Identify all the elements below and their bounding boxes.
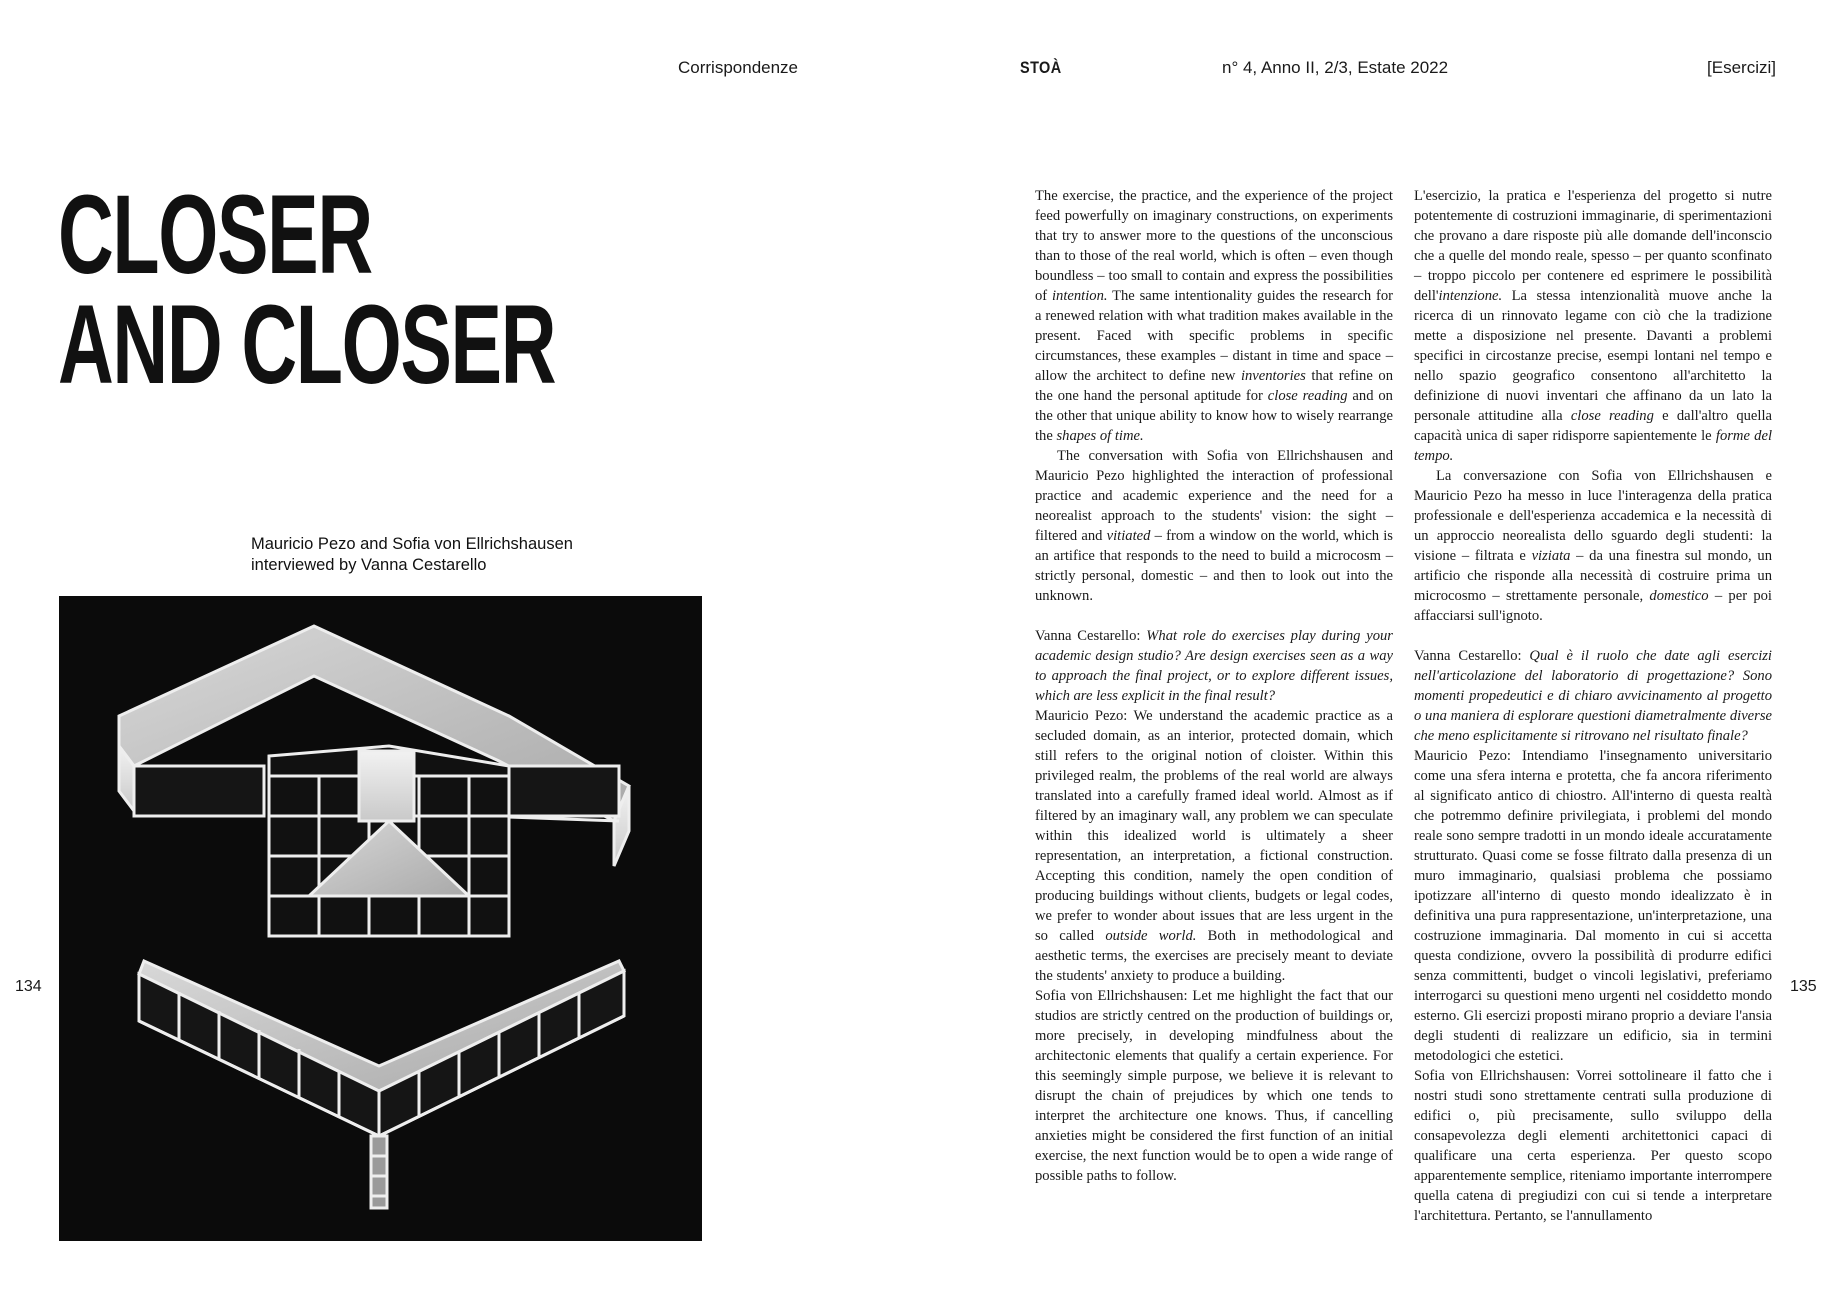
magazine-name: STOÀ	[1020, 58, 1062, 77]
italian-answer-pezo	[1414, 746, 1772, 1066]
emphasized-text: intention.	[1051, 288, 1108, 304]
italian-question-speaker: Vanna Cestarello:	[1414, 648, 1530, 664]
emphasized-text: shapes of time.	[1056, 428, 1144, 444]
text-run: The exercise, the practice, and the experience of the project feed powerfully on imaginary constructions, on experiments that try to answer more to the questions of the unconscious than to those of the real world, which is often – even though boundless – too small to contain and express the possibilities of	[1035, 188, 1393, 304]
text-run: – da una finestra sul mondo, un artificio che risponde alla necessità di costruire prima un microcosmo – strettamente personale,	[1414, 548, 1772, 604]
header-section-label: Corrispondenze	[678, 58, 799, 77]
english-answer-ellrichshausen	[1035, 986, 1393, 1186]
text-run: Sofia von Ellrichshausen: Let me highlight the fact that our studios are strictly centred on the production of buildings or, more precisely, in developing mindfulness about the architectonic elements that qualify a certain experience. For this seemingly simple purpose, we believe it is relevant to disrupt the chain of prejudices by which one tends to interpret the architecture one knows. Thus, if cancelling anxieties might be considered the first function of an initial exercise, the next function would be to open a wide range of possible paths to follow.	[1035, 988, 1393, 1184]
architectural-drawing	[59, 596, 702, 1241]
text-run: e dall'altro quella capacità unica di saper ridisporre sapientemente le	[1414, 408, 1772, 444]
text-run: that refine on the one hand the personal aptitude for	[1035, 368, 1393, 404]
text-run: and on the other that unique ability to know how to wisely rearrange the	[1035, 388, 1393, 444]
title-line-1: CLOSER	[58, 172, 372, 297]
text-run: Mauricio Pezo: We understand the academic practice as a secluded domain, as an interior, protected domain, which still refers to the original notion of cloister. Within this privileged realm, the problems of the real world are always translated into a carefully framed ideal world. Almost as if filtered by an imaginary wall, any problem we can speculate within this idealized world is ultimately a sheer representation, an interpretation, a fictional construction. Accepting this condition, namely the open condition of producing buildings without clients, budgets or legal codes, we prefer to wonder about issues that are less urgent in the so called	[1035, 708, 1393, 944]
drawing-illustration	[59, 596, 702, 1241]
page-number-left: 134	[15, 978, 42, 995]
text-run: La conversazione con Sofia von Ellrichshausen e Mauricio Pezo ha messo in luce l'interagenza della pratica professionale e dell'esperienza accademica e la necessità di un approccio neorealista dello sguardo degli studenti: la visione – filtrata e	[1414, 468, 1772, 564]
emphasized-text: viziata	[1531, 548, 1571, 564]
text-run: Both in methodological and aesthetic terms, the exercises are precisely meant to deviate the students' anxiety to produce a building.	[1035, 928, 1394, 984]
emphasized-text: forme del tempo.	[1414, 428, 1772, 464]
italian-text-column	[1414, 186, 1772, 1226]
emphasized-text: outside world.	[1105, 928, 1197, 944]
emphasized-text: vitiated	[1106, 528, 1151, 544]
text-run: The same intentionality guides the research for a renewed relation with what tradition makes available in the present. Faced with specific problems in specific circumstances, these examples – distant in time and space – allow the architect to define new	[1035, 288, 1394, 384]
byline-line-2: interviewed by Vanna Cestarello	[251, 556, 487, 574]
text-run: Mauricio Pezo: Intendiamo l'insegnamento universitario come una sfera interna e protetta, che fa ancora riferimento al significato antico di chiostro. All'interno di questa realtà che potremmo definire privilegiata, i problemi del mondo reale sono sempre tradotti in un mondo ideale accuratamente strutturato. Quasi come se fosse filtrato dalla presenza di un muro immaginario, qualsiasi problema che possiamo ipotizzare all'interno di questo mondo idealizzato è in definitiva una pura rappresentazione, un'interpretazione, una costruzione immaginaria. Dal momento in cui si accetta questa condizione, ovvero la possibilità di produrre edifici senza committenti, budget o vincoli legislativi, preferiamo interrogarci su questioni meno urgenti nel cosiddetto mondo esterno. Gli esercizi proposti mirano proprio a deviare l'ansia degli studenti di realizzare un edificio, sia in termini metodologici che estetici.	[1414, 748, 1772, 1064]
english-answer-pezo	[1035, 706, 1393, 986]
italian-answer-ellrichshausen	[1414, 1066, 1772, 1226]
byline-line-1: Mauricio Pezo and Sofia von Ellrichshausen	[251, 535, 573, 553]
english-question-1	[1035, 626, 1393, 706]
text-run: – from a window on the world, which is an artifice that responds to the need to build a microcosm – strictly personal, domestic – and then to look out into the unknown.	[1035, 528, 1393, 604]
article-title	[58, 172, 556, 407]
italian-intro-paragraph-2	[1414, 466, 1772, 626]
emphasized-text: domestico	[1649, 588, 1709, 604]
byline	[251, 534, 573, 576]
english-text-column	[1035, 186, 1393, 1186]
english-intro-paragraph-1	[1035, 186, 1393, 446]
text-run: L'esercizio, la pratica e l'esperienza del progetto si nutre potentemente di costruzioni immaginarie, di sperimentazioni che provano a dare risposte più alle domande dell'inconscio che a quelle del mondo reale, spesso – per quanto sconfinato – troppo piccolo per contenere ed esprimere le possibilità dell'	[1414, 188, 1772, 304]
text-run: Sofia von Ellrichshausen: Vorrei sottolineare il fatto che i nostri studi sono strettamente centrati sulla produzione di edifici o, più precisamente, sullo sviluppo della consapevolezza degli elementi architettonici capaci di qualificare una certa esperienza. Per questo scopo apparentemente semplice, riteniamo importante interrompere quella catena di pregiudizi con cui si tende a interpretare l'architettura. Pertanto, se l'annullamento	[1414, 1068, 1772, 1224]
text-run: – per poi affacciarsi sull'ignoto.	[1414, 588, 1772, 624]
lower-structure	[139, 961, 624, 1208]
text-run: The conversation with Sofia von Ellrichshausen and Mauricio Pezo highlighted the interaction of professional practice and academic experience and the need for a neorealist approach to the students' vision: the sight – filtered and	[1035, 448, 1393, 544]
title-line-2: AND CLOSER	[58, 282, 556, 407]
english-question-speaker: Vanna Cestarello:	[1035, 628, 1147, 644]
emphasized-text: intenzione.	[1438, 288, 1503, 304]
emphasized-text: close reading	[1570, 408, 1654, 424]
issue-label: n° 4, Anno II, 2/3, Estate 2022	[1222, 58, 1449, 77]
emphasized-text: inventories	[1240, 368, 1306, 384]
italian-question-text: Qual è il ruolo che date agli esercizi nell'articolazione del laboratorio di progettazione? Sono momenti propedeutici e di chiaro avvicinamento al progetto o una maniera di esplorare questioni diametralmente diverse che meno esplicitamente si ritrovano nel risultato finale?	[1414, 648, 1772, 744]
emphasized-text: close reading	[1267, 388, 1348, 404]
text-run: La stessa intenzionalità muove anche la ricerca di un rinnovato legame con ciò che la tradizione mette a disposizione nel presente. Davanti a problemi specifici in circostanze precise, esempi lontani nel tempo e nello spazio geografico consentono all'architetto la definizione di nuovi inventari che affinano da un lato la personale attitudine alla	[1414, 288, 1772, 424]
english-intro-paragraph-2	[1035, 446, 1393, 606]
page-number-right: 135	[1790, 978, 1817, 995]
english-question-text: What role do exercises play during your academic design studio? Are design exercises seen as a way to approach the final project, or to explore different issues, which are less explicit in the final result?	[1035, 628, 1393, 704]
rubric-label: [Esercizi]	[1707, 58, 1776, 77]
italian-question-1	[1414, 646, 1772, 746]
upper-structure	[119, 626, 629, 936]
italian-intro-paragraph-1	[1414, 186, 1772, 466]
